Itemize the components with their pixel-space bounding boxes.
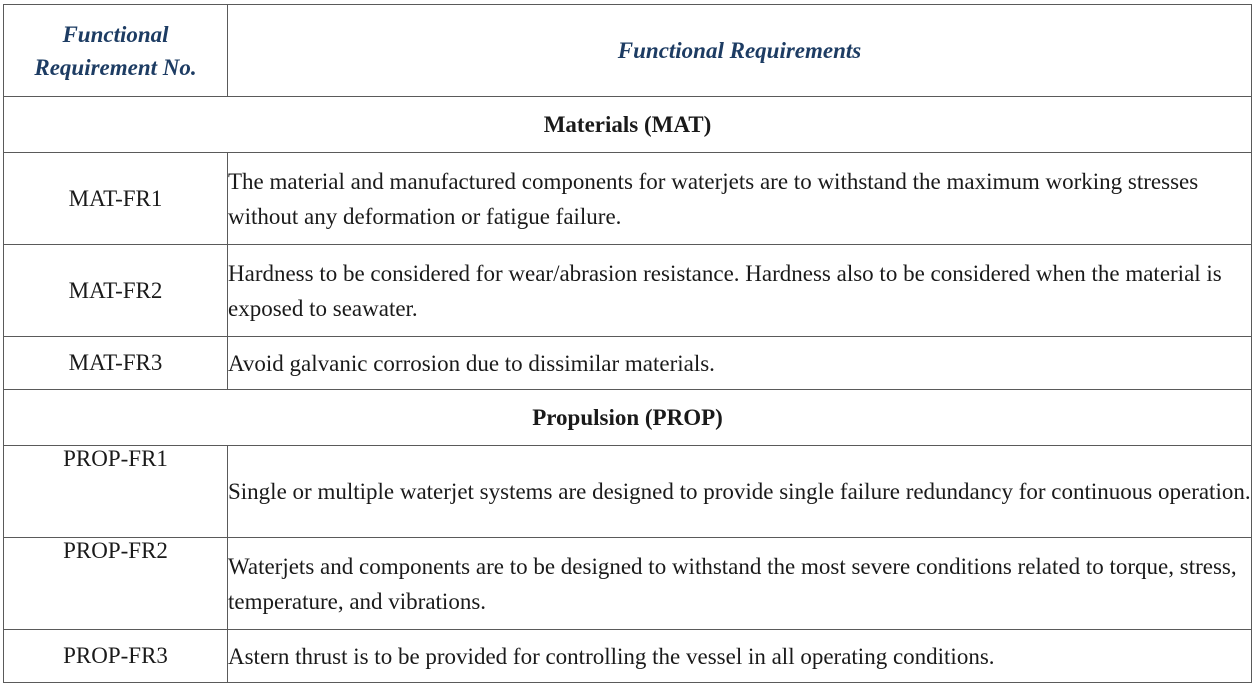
table-row: [4, 538, 1252, 630]
requirement-id: MAT-FR3: [4, 337, 228, 390]
requirement-id: PROP-FR2: [4, 538, 228, 630]
requirement-id: PROP-FR3: [4, 630, 228, 683]
table-row: [4, 446, 1252, 538]
table-row: [4, 630, 1252, 683]
section-row-materials: [4, 97, 1252, 153]
table-header-row: [4, 5, 1252, 97]
requirement-text: Avoid galvanic corrosion due to dissimilar materials.: [228, 337, 1252, 390]
header-requirements: Functional Requirements: [228, 5, 1252, 97]
requirement-id: MAT-FR2: [4, 245, 228, 337]
functional-requirements-table: [3, 4, 1252, 683]
section-title: Materials (MAT): [4, 97, 1252, 153]
section-title: Propulsion (PROP): [4, 390, 1252, 446]
requirement-id: PROP-FR1: [4, 446, 228, 538]
table-row: [4, 337, 1252, 390]
table-row: [4, 153, 1252, 245]
requirement-text: The material and manufactured components for waterjets are to withstand the maximum working stresses without any deformation or fatigue failure.: [228, 153, 1252, 245]
requirement-text: Hardness to be considered for wear/abrasion resistance. Hardness also to be considered when the material is exposed to seawater.: [228, 245, 1252, 337]
section-row-propulsion: [4, 390, 1252, 446]
requirement-id: MAT-FR1: [4, 153, 228, 245]
requirement-text: Waterjets and components are to be designed to withstand the most severe conditions related to torque, stress, temperature, and vibrations.: [228, 538, 1252, 630]
table-row: [4, 245, 1252, 337]
header-requirement-number: Functional Requirement No.: [4, 5, 228, 97]
requirement-text: Astern thrust is to be provided for controlling the vessel in all operating conditions.: [228, 630, 1252, 683]
requirement-text: Single or multiple waterjet systems are designed to provide single failure redundancy for continuous operation.: [228, 446, 1252, 538]
